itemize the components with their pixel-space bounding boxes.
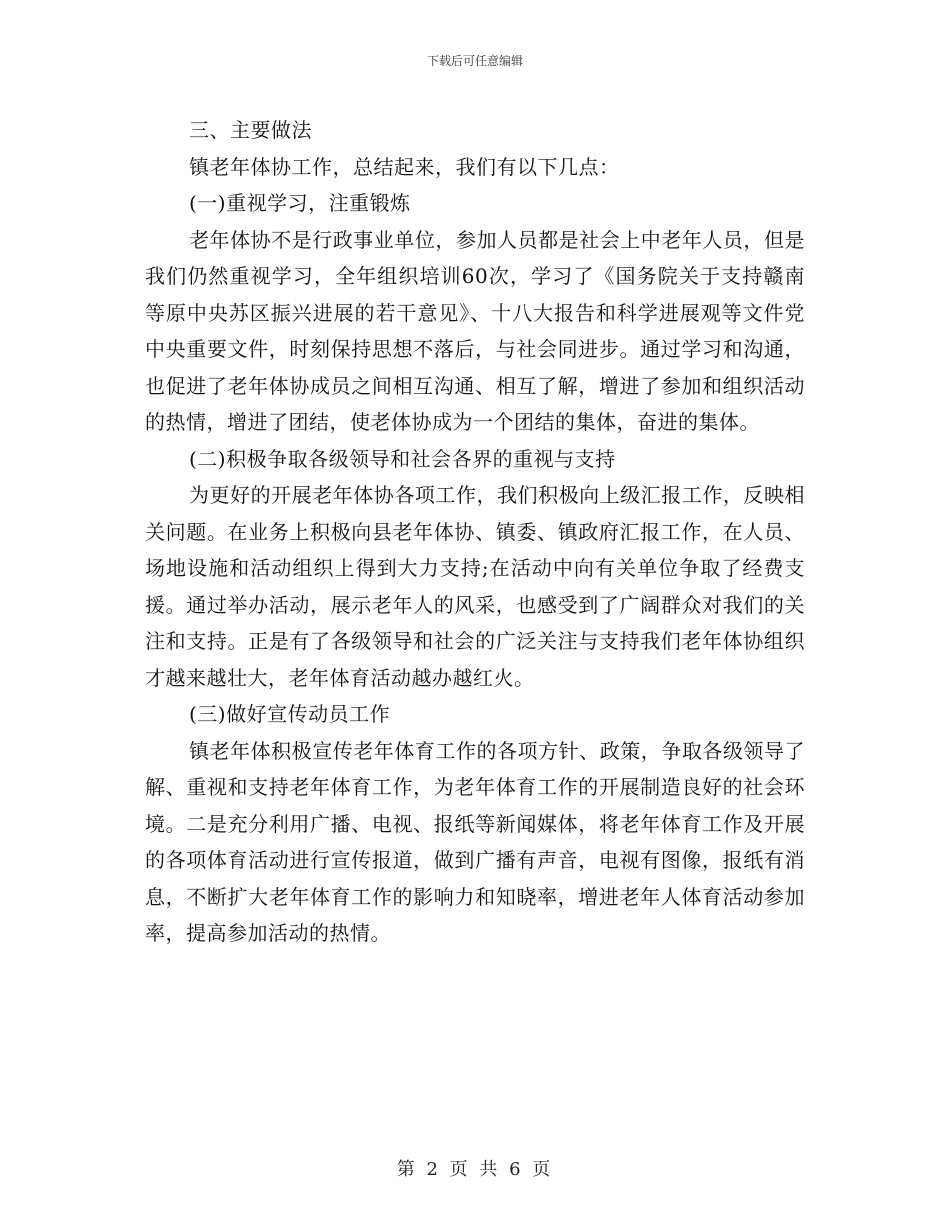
paragraph-support: 为更好的开展老年体协各项工作，我们积极向上级汇报工作，反映相关问题。在业务上积极向县老年体协、镇委、镇政府汇报工作，在人员、场地设施和活动组织上得到大力支持;在活动中向有关单位争取了经费支援。通过举办活动，展示老年人的风采，也感受到了广阔群众对我们的关注和支持。正是有了各级领导和社会的广泛关注与支持我们老年体协组织才越来越壮大，老年体育活动越办越红火。 bbox=[145, 483, 805, 690]
paragraph-study: 老年体协不是行政事业单位，参加人员都是社会上中老年人员，但是我们仍然重视学习，全年组织培训60次，学习了《国务院关于支持赣南等原中央苏区振兴进展的若干意见》、十八大报告和科学进展观等文件党中央重要文件，时刻保持思想不落后，与社会同进步。通过学习和沟通，也促进了老年体协成员之间相互沟通、相互了解，增进了参加和组织活动的热情，增进了团结，使老体协成为一个团结的集体，奋进的集体。 bbox=[145, 227, 805, 434]
paragraph-publicity: 镇老年体积极宣传老年体育工作的各项方针、政策，争取各级领导了解、重视和支持老年体育工作，为老年体育工作的开展制造良好的社会环境。二是充分利用广播、电视、报纸等新闻媒体，将老年体育工作及开展的各项体育活动进行宣传报道，做到广播有声音，电视有图像，报纸有消息，不断扩大老年体育工作的影响力和知晓率，增进老年人体育活动参加率，提高参加活动的热情。 bbox=[145, 738, 805, 945]
subheading-support: (二)积极争取各级领导和社会各界的重视与支持 bbox=[189, 446, 616, 471]
intro-paragraph: 镇老年体协工作，总结起来，我们有以下几点： bbox=[189, 154, 620, 179]
section-heading: 三、主要做法 bbox=[189, 118, 312, 142]
subheading-publicity: (三)做好宣传动员工作 bbox=[189, 702, 391, 726]
page-header: 下载后可任意编辑 bbox=[426, 54, 523, 68]
document-body bbox=[145, 112, 805, 952]
subheading-study: (一)重视学习，注重锻炼 bbox=[189, 191, 411, 215]
page-number: 第 2 页 共 6 页 bbox=[396, 1159, 554, 1180]
